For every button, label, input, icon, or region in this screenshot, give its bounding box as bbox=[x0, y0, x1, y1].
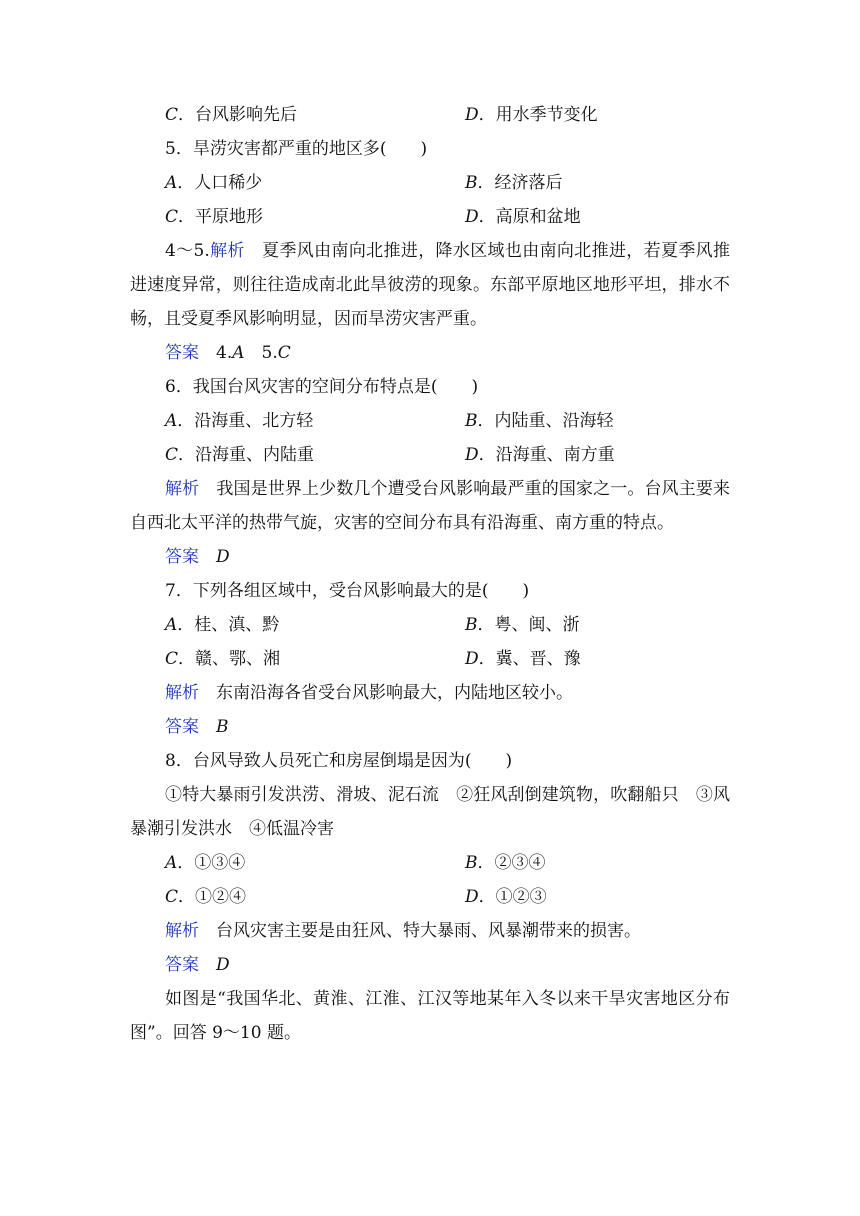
intro-9-10-line-1: 如图是“我国华北、黄淮、江淮、江汉等地某年入冬以来干旱灾害地区分布 bbox=[165, 989, 730, 1009]
q5-stem: 5．旱涝灾害都严重的地区多( ) bbox=[165, 139, 428, 159]
q5-option-a: A．人口稀少 bbox=[165, 173, 263, 193]
analysis-label: 解析 bbox=[165, 683, 199, 703]
q6-option-a: A．沿海重、北方轻 bbox=[165, 411, 314, 431]
answer-label: 答案 bbox=[165, 547, 199, 567]
q5-option-b: B．经济落后 bbox=[465, 173, 563, 193]
answer-label: 答案 bbox=[165, 343, 199, 363]
answer-7: 答案 B bbox=[165, 717, 229, 737]
q7-stem: 7．下列各组区域中，受台风影响最大的是( ) bbox=[165, 581, 530, 601]
analysis-4-5-line-1: 4～5.解析 夏季风由南向北推进，降水区域也由南向北推进，若夏季风推 bbox=[165, 241, 731, 261]
analysis-8: 解析 台风灾害主要是由狂风、特大暴雨、风暴潮带来的损害。 bbox=[165, 921, 641, 941]
q6-stem: 6．我国台风灾害的空间分布特点是( ) bbox=[165, 377, 479, 397]
analysis-label: 解析 bbox=[165, 921, 199, 941]
analysis-6-line-1: 解析 我国是世界上少数几个遭受台风影响最严重的国家之一。台风主要来 bbox=[165, 479, 730, 499]
q7-option-a: A．桂、滇、黔 bbox=[165, 615, 280, 635]
analysis-4-5-line-3: 畅，且受夏季风影响明显，因而旱涝灾害严重。 bbox=[130, 309, 487, 329]
q8-items-line-2: 暴潮引发洪水 ④低温冷害 bbox=[130, 819, 334, 839]
q8-option-b: B．②③④ bbox=[465, 853, 546, 873]
q8-option-a: A．①③④ bbox=[165, 853, 246, 873]
analysis-6-line-2: 自西北太平洋的热带气旋，灾害的空间分布具有沿海重、南方重的特点。 bbox=[130, 513, 674, 533]
analysis-label: 解析 bbox=[165, 479, 200, 499]
intro-9-10-line-2: 图”。回答 9～10 题。 bbox=[130, 1023, 301, 1043]
q7-option-d: D．冀、晋、豫 bbox=[465, 649, 581, 669]
q6-option-d: D．沿海重、南方重 bbox=[465, 445, 615, 465]
q7-option-b: B．粤、闽、浙 bbox=[465, 615, 580, 635]
q8-items-line-1: ①特大暴雨引发洪涝、滑坡、泥石流 ②狂风刮倒建筑物，吹翻船只 ③风 bbox=[165, 785, 730, 805]
q5-option-d: D．高原和盆地 bbox=[465, 207, 581, 227]
q7-option-c: C．赣、鄂、湘 bbox=[165, 649, 281, 669]
answer-4-5: 答案 4.A 5.C bbox=[165, 343, 291, 363]
q6-option-c: C．沿海重、内陆重 bbox=[165, 445, 315, 465]
q5-option-c: C．平原地形 bbox=[165, 207, 264, 227]
analysis-label: 解析 bbox=[209, 241, 245, 261]
q6-option-b: B．内陆重、沿海轻 bbox=[465, 411, 614, 431]
answer-6: 答案 D bbox=[165, 547, 230, 567]
answer-label: 答案 bbox=[165, 717, 199, 737]
analysis-7: 解析 东南沿海各省受台风影响最大，内陆地区较小。 bbox=[165, 683, 573, 703]
analysis-4-5-line-2: 进速度异常，则往往造成南北此旱彼涝的现象。东部平原地区地形平坦，排水不 bbox=[130, 275, 730, 295]
answer-8: 答案 D bbox=[165, 955, 230, 975]
q8-stem: 8．台风导致人员死亡和房屋倒塌是因为( ) bbox=[165, 751, 513, 771]
q8-option-d: D．①②③ bbox=[465, 887, 547, 907]
q4-option-c: C．台风影响先后 bbox=[165, 105, 298, 125]
q8-option-c: C．①②④ bbox=[165, 887, 247, 907]
q4-option-d: D．用水季节变化 bbox=[465, 105, 598, 125]
answer-label: 答案 bbox=[165, 955, 199, 975]
